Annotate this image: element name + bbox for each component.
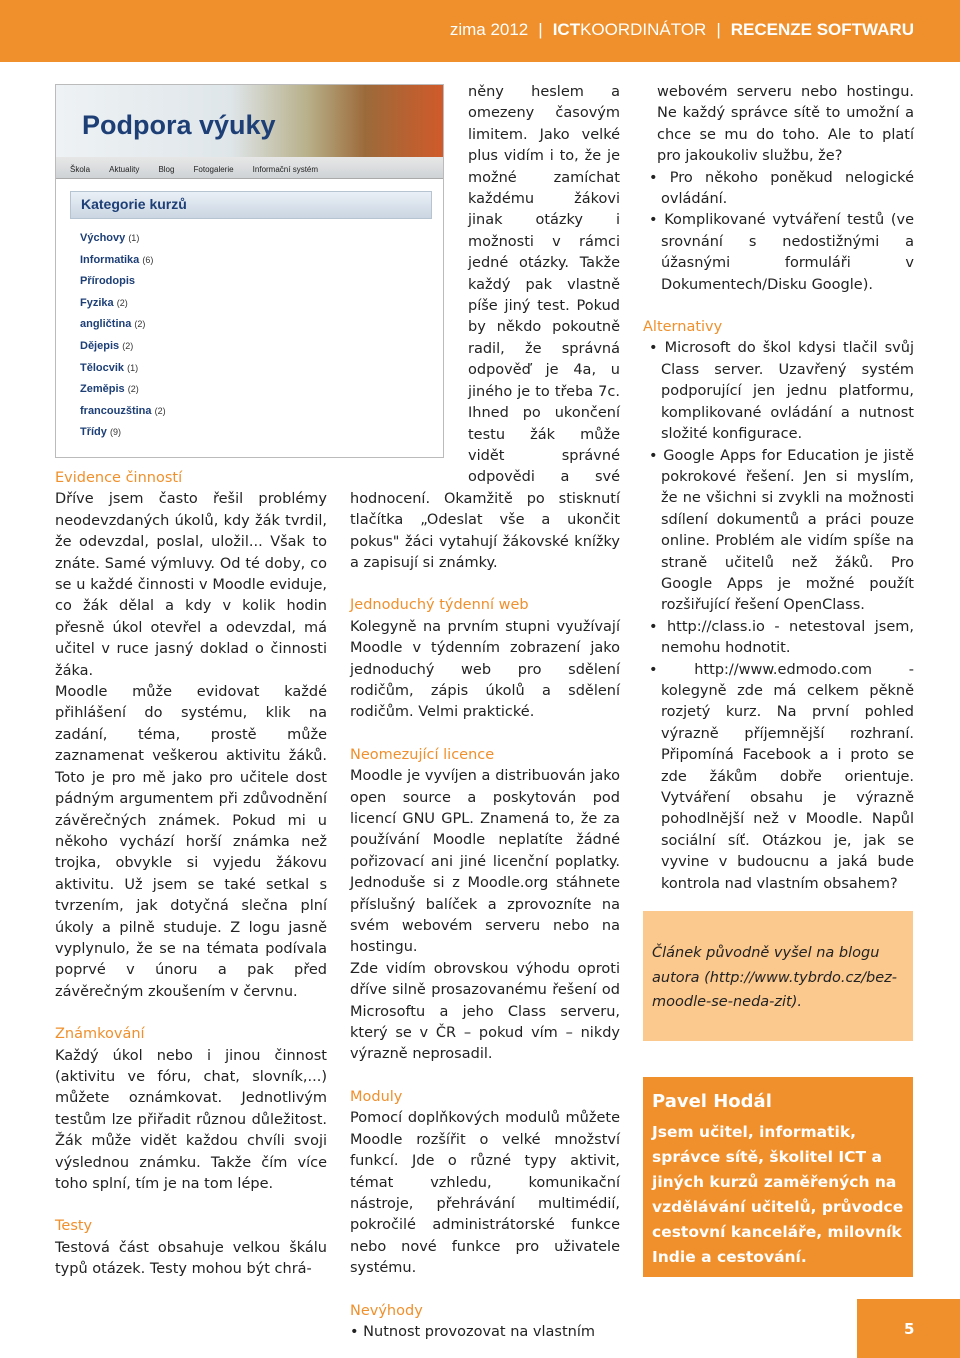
header-brand-bold: ICT — [552, 20, 581, 39]
heading-testy: Testy — [55, 1218, 93, 1235]
screenshot-nav-item: Fotogalerie — [193, 165, 234, 174]
category-item: Výchovy (1) — [80, 232, 140, 244]
bullet-item: • http://www.edmodo.com - kolegyně zde má celkem pěkně rozjetý kurz. Na první pohled výrazně příjemnější rozhraní. Připomíná Facebook a i proto se zde žákům dobře orientuje. Vytváření obsahu je výrazně pohodlnější než v Moodle. Napůl sociální síť. Otázkou je, jak se vyvine v budoucnu a jaká bude kontrola nad vlastním obsahem? — [643, 660, 914, 895]
category-item: Přírodopis — [80, 275, 136, 288]
header-season: zima 2012 — [449, 20, 529, 39]
paragraph: něny heslem a omezeny časovým limitem. Jako velké plus vidím i to, že je možné zamíchat každému žákovi jinak otázky i možnosti v rámci jedné otázky. Takže každý pak vlastně píše jiný test. Pokud by někdo pokoutně radil, že správná odpověď je 4a, u jiného je to třeba 7c. Ihned po ukončení testu žák může vidět správné odpovědi a své hodnocení. Okamžitě po stisknutí tlačítka „Odeslat vše a ukončit pokus" žáci vytahují žákovské knížky a zapisují si známky. — [350, 84, 620, 571]
author-bio: Jsem učitel, informatik, správce sítě, školitel ICT a jiných kurzů zaměřených na vzdělávání učitelů, průvodce cestovní kanceláře, milovník Indie a cestování. — [652, 1123, 904, 1266]
left-column — [55, 468, 327, 1281]
heading-alternativy: Alternativy — [643, 319, 723, 336]
bullet-item: • Microsoft do škol kdysi tlačil svůj Class server. Uzavřený systém podporující jen jednu platformu, komplikované ovládání a nutnost složité konfigurace. — [643, 338, 914, 445]
author-box — [643, 1077, 913, 1277]
paragraph: webovém serveru nebo hostingu. Ne každý správce sítě to umožní a chce se mu do toho. Ale to platí pro jakoukoliv službu, že? — [657, 84, 914, 165]
paragraph: Moodle je vyvíjen a distribuován jako open source a poskytován pod licencí GNU GPL. Znamená to, že za používání Moodle neplatíte žádné pořizovací ani jiné licenční poplatky. Jednoduše si z Moodle.org stáhnete příslušný balíček a zprovozníte na svém webovém serveru nebo na hostingu. — [350, 768, 620, 956]
category-item: Třídy (9) — [80, 426, 121, 439]
category-item: francouzština (2) — [80, 404, 166, 417]
screenshot-nav-item: Blog — [158, 165, 175, 174]
middle-column — [350, 82, 620, 1343]
header-section: RECENZE SOFTWARU — [730, 20, 914, 39]
source-note: Článek původně vyšel na blogu autora (http://www.tybrdo.cz/bez-moodle-se-neda-zit). — [652, 945, 897, 1010]
paragraph: Dříve jsem často řešil problémy neodevzdaných úkolů, kdy žák tvrdil, že odevzdal, poslal, uložil... Však to znáte. Samé výmluvy. Od té doby, co se u každé činnosti v Moodle eviduje, co žák dělal a kdy v kolik hodin přesně úkol otevřel a odevzdal, má učitel v ruce jasný doklad o činnosti žáka. — [55, 491, 327, 679]
bullet-item: • Google Apps for Education je jistě pokrokové řešení. Jen si myslím, že ne všichni si zvykli na možnosti sdílení dokumentů a práci pouze online. Problém ale vidím spíše na straně učitelů než žáků. Pro Google Apps je možné použít rozšiřující řešení OpenClass. — [643, 446, 914, 617]
heading-web: Jednoduchý týdenní web — [350, 597, 529, 614]
heading-moduly: Moduly — [350, 1088, 403, 1105]
screenshot-nav-item: Škola — [70, 165, 91, 174]
bullet-item: • Nutnost provozovat na vlastním — [350, 1322, 620, 1343]
heading-licence: Neomezující licence — [350, 746, 495, 763]
paragraph: Testová část obsahuje velkou škálu typů otázek. Testy mohou být chrá- — [55, 1239, 327, 1278]
paragraph: Pomocí doplňkových modulů můžete Moodle rozšířit o velké množství funkcí. Jde o různé typy aktivit, témat vzhledu, komunikační nástroje, přehrávání multimédií, pokročilé administrátorské funkce nebo nové funkce pro uživatele systému. — [350, 1110, 620, 1277]
category-item: Informatika (6) — [80, 253, 154, 266]
category-item: Zeměpis (2) — [80, 383, 139, 396]
page-number-box — [857, 1299, 960, 1358]
bullet-item: • http://class.io - netestoval jsem, nemohu hodnotit. — [643, 617, 914, 660]
bullet-item: • Komplikované vytváření testů (ve srovnání s nedostižnými a úžasnými formuláři v Dokumentech/Disku Google). — [643, 210, 914, 296]
source-note-box — [643, 911, 913, 1041]
heading-nevyhody: Nevýhody — [350, 1302, 423, 1319]
bullet-item: • Pro někoho poněkud nelogické ovládání. — [643, 168, 914, 211]
paragraph: Zde vidím obrovskou výhodu oproti dříve silně prosazovanému řešení od Microsoftu a jeho Class serveru, který se v ČR – pokud vím – nikdy výrazně neprosadil. — [350, 960, 620, 1063]
header-text: zima 2012 | ICTKOORDINÁTOR | RECENZE SOFTWARU — [449, 20, 914, 39]
category-item: angličtina (2) — [80, 318, 146, 331]
paragraph: Každý úkol nebo i jinou činnost (aktivitu ve fóru, chat, slovník,...) můžete oznámkovat. Jednotlivým testům lze přiřadit různou důležitost. Žák může vidět každou chvíli svoji výslednou známku. Takže čím více toho splní, tím je na tom lépe. — [55, 1047, 327, 1192]
paragraph: Moodle může evidovat každé přihlášení do systému, klik na zadání, téma, prostě může zaznamenat veškerou aktivitu žáků. Toto je pro mě jako pro učitele dost pádným argumentem při zdůvodnění závěrečných známek. Pokud mi u někoho vychází horší známka než trojka, obvykle si vyjedu žákovu aktivitu. Už jsem se také setkal s tvrzením, jak dotyčná slečna plní úkoly a pilně studuje. Z logu jasně vyplynulo, že se na témata podívala poprvé v únoru a pak před závěrečným zkoušením v červnu. — [55, 684, 327, 1000]
screenshot-category-heading-text: Kategorie kurzů — [81, 196, 187, 212]
category-item: Tělocvik (1) — [80, 361, 139, 374]
author-name: Pavel Hodál — [652, 1091, 772, 1112]
heading-evidence: Evidence činností — [55, 470, 183, 486]
screenshot-nav-item: Informační systém — [252, 165, 319, 174]
screenshot-title: Podpora výuky — [82, 110, 276, 140]
category-item: Dějepis (2) — [80, 339, 134, 352]
header-brand-rest: KOORDINÁTOR — [580, 20, 707, 39]
right-column — [643, 82, 914, 895]
screenshot-nav-item: Aktuality — [109, 165, 140, 174]
page-number: 5 — [904, 1320, 915, 1338]
paragraph: Kolegyně na prvním stupni využívají Moodle v týdenním zobrazení jako jednoduchý web pro sdělení rodičům, zápis úkolů a sdělení rodičům. Velmi praktické. — [350, 618, 620, 721]
heading-znamkovani: Známkování — [55, 1026, 145, 1043]
screenshot-category-list — [80, 232, 166, 448]
category-item: Fyzika (2) — [80, 296, 128, 309]
